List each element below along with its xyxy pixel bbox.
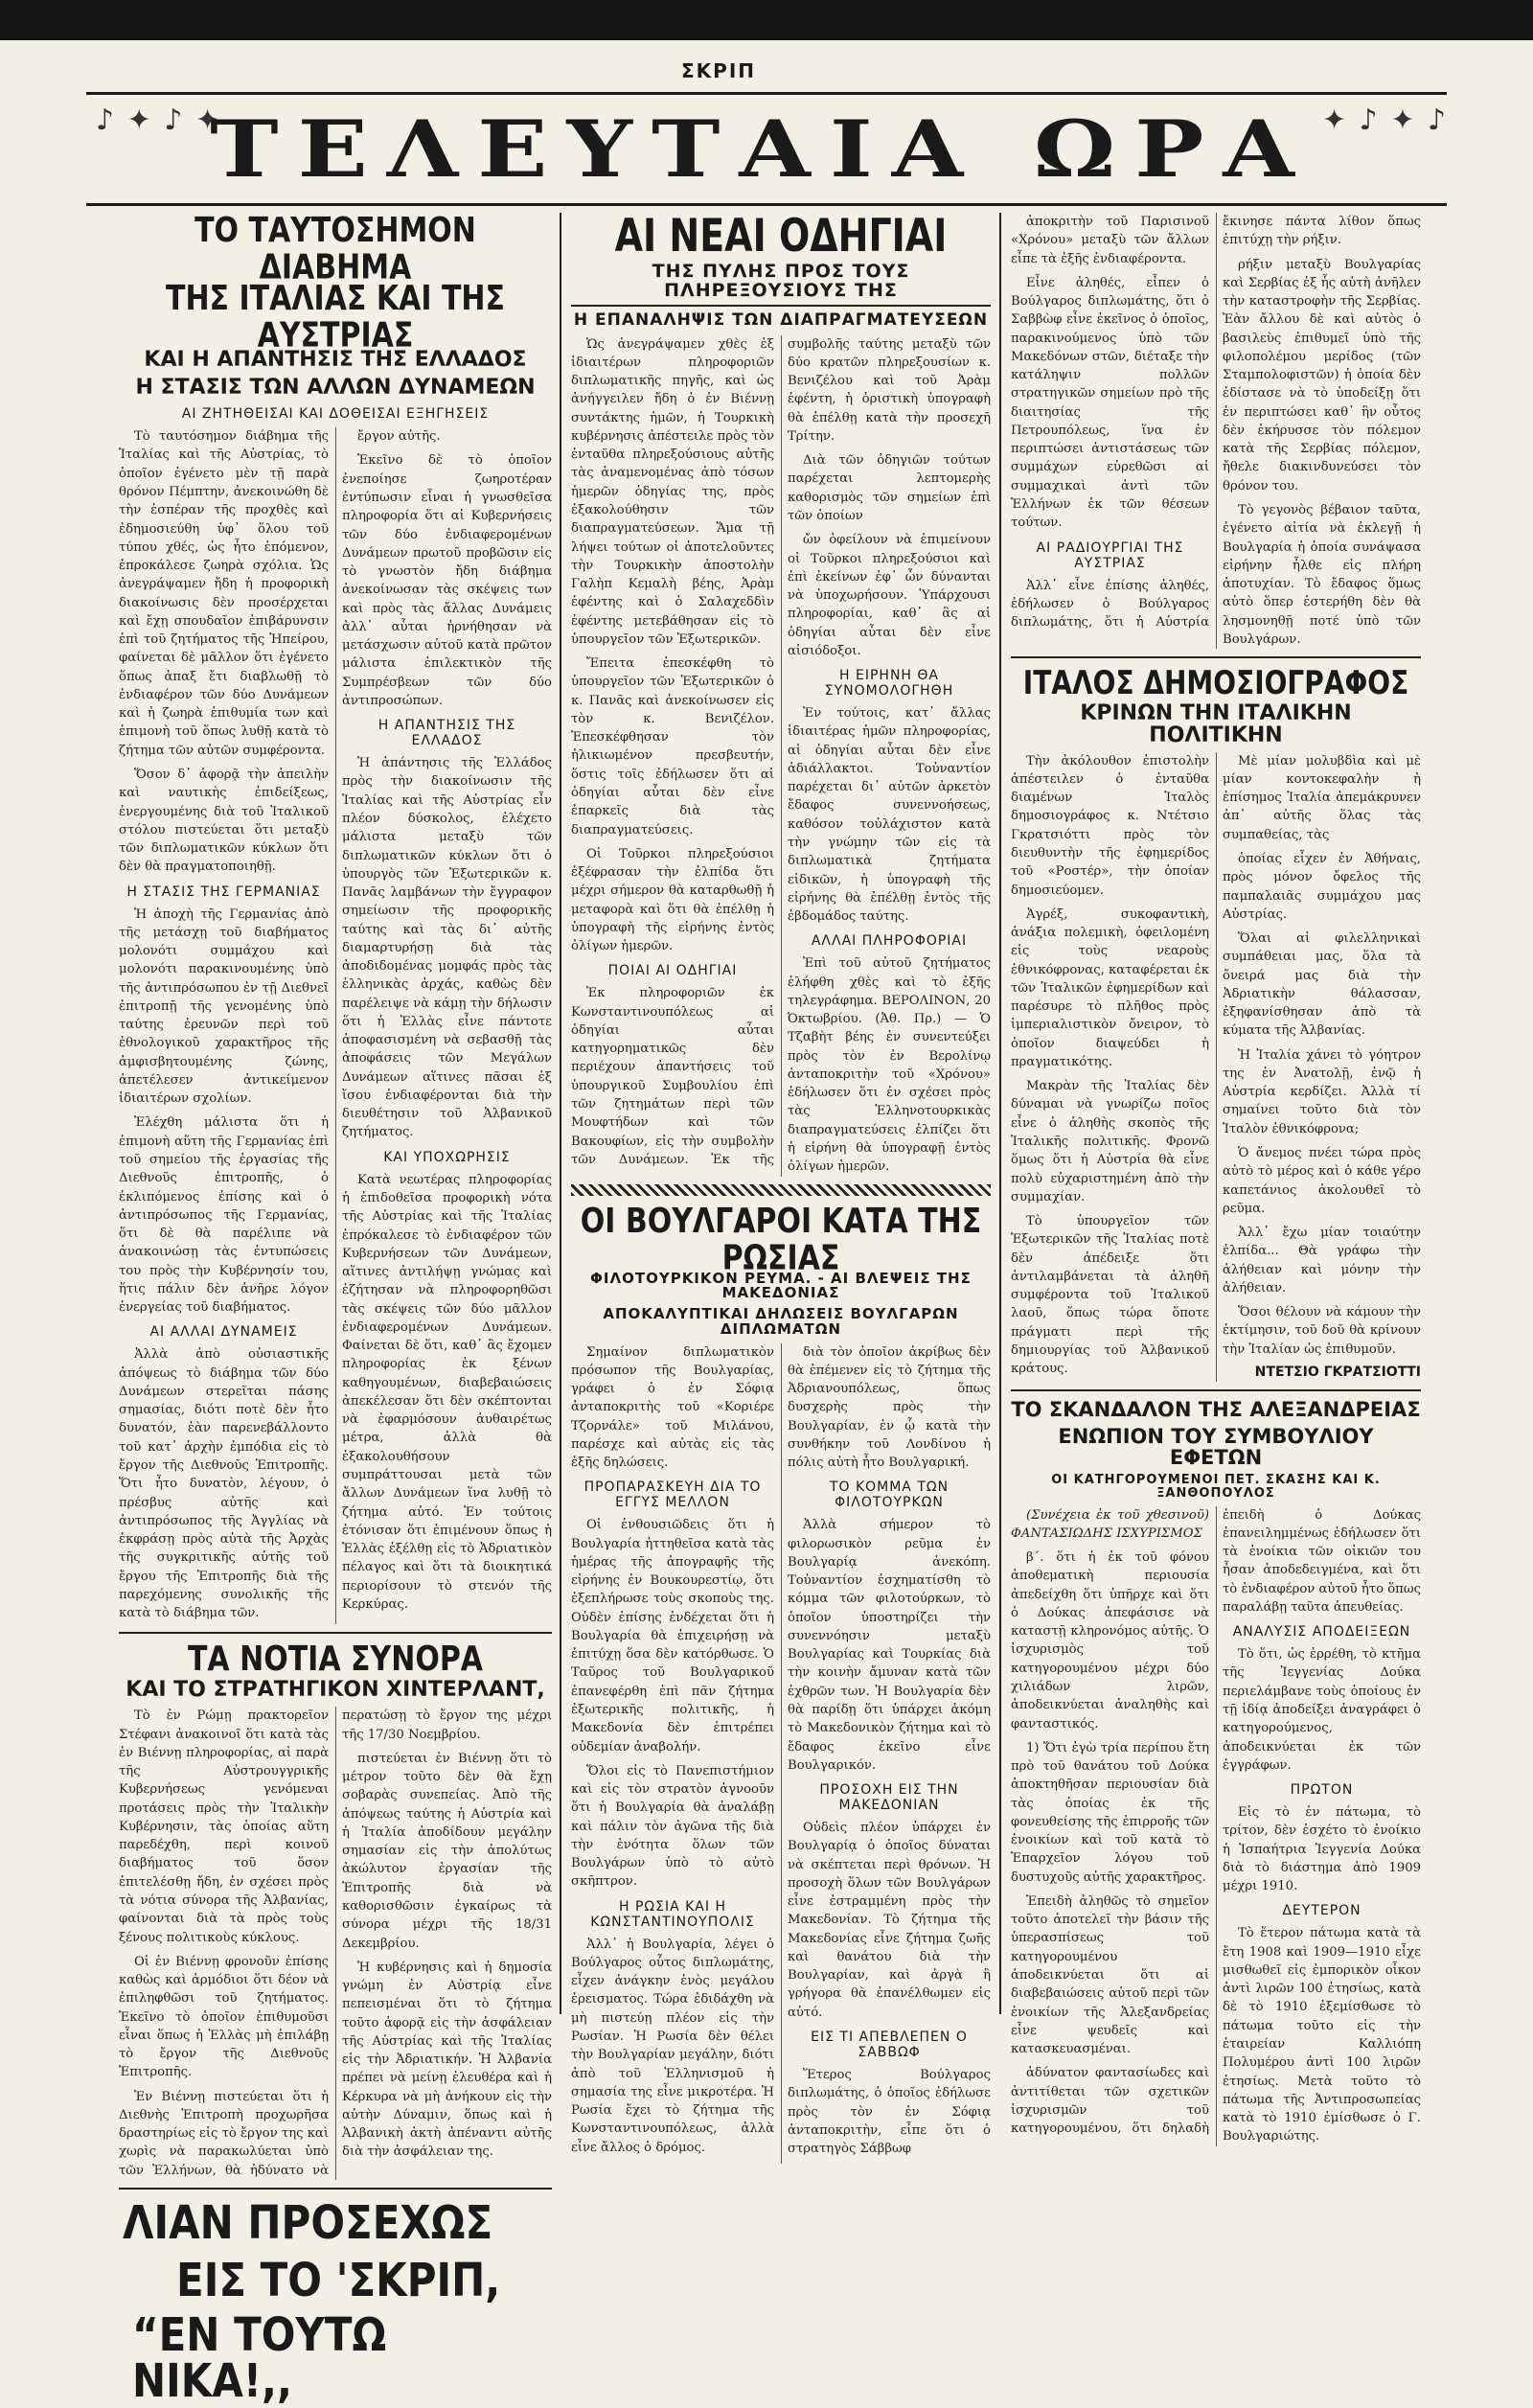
paragraph: Ἐπειδὴ ἀληθῶς τὸ σημεῖον τοῦτο ἀποτελεῖ τὴν βάσιν τῆς ὑπερασπίσεως τοῦ κατηγορουμένου ἀποδεικνύεται ὅτι αἱ διαβεβαιώσεις αὐτοῦ περὶ τῶν ἐνοικίων τῆς Ἀλεξανδρείας εἶνε ψευδεῖς καὶ κατασκευασμέναι.	[1011, 1893, 1209, 2057]
masthead-title: ΤΕΛΕΥΤΑΙΑ ΩΡΑ	[210, 103, 1314, 195]
paragraph: β΄. ὅτι ἡ ἐκ τοῦ φόνου ἀποθεματικὴ περιουσία ἀπεδείχθη ὅτι ὑπῆρχε καὶ ὅτι ὁ Δούκας ἀπεφάσισε νὰ καταστῇ κληρονόμος αὐτῆς. Ὁ ἰσχυρισμὸς τοῦ κατηγορουμένου μέχρι δύο χιλιάδων λιρῶν, ἀποδεικνύεται ἀναληθὴς καὶ φανταστικός.	[1011, 1550, 1209, 1731]
article-continuation-body	[1011, 213, 1421, 649]
paragraph: Ἐλέχθη μάλιστα ὅτι ἡ ἐπιμονὴ αὕτη τῆς Γερμανίας ἐπὶ τοῦ σημείου τῆς ἐργασίας τῆς Διεθνοῦς ἐπιτροπῆς, ὁ ἐκλιπόμενος ἐπίσης καὶ ὁ ἀντιπρόσωπος τῆς Γερμανίας, ὅτι δὲ θὰ παρέλιπε νὰ ἀνακοινώσῃ τὰς ἐντυπώσεις του πρὸς τὴν Κυβέρνησίν του, ἥτις πάλιν δὲν ἀνῆρε λόγον ἐνεργείας τοῦ διαβήματος.	[119, 1115, 329, 1316]
paragraph: διὰ τὸν ὁποῖον ἀκρίβως δὲν θὰ ἐπέμενεν εἰς τὸ ζήτημα τῆς Ἀδριανουπόλεως, ὅπως δυσχερὴς πρὸς τὴν Βουλγαρίαν, ἐν ᾧ κατὰ τὴν συνθήκην τοῦ Λονδίνου ἡ πόλις αὐτὴ ἦτο Βουλγαρική.	[788, 1344, 991, 1471]
paragraph: Εἶνε ἀληθές, εἶπεν ὁ Βούλγαρος διπλωμάτης, ὅτι ὁ Σαββὼφ εἶνε ἐκεῖνος ὁ ὁποῖος, παρακινούμενος ὑπὸ τῶν Μακεδόνων στῶν, διέταξε τὴν κατάληψιν πολλῶν στρατηγικῶν σημείων πρὸ τῆς διαιτησίας τῆς Πετρουπόλεως, ἵνα ἐν περιπτώσει ἀντιστάσεως τῶν συμμάχων εὑρεθῶσι αἱ συμμαχικαὶ ἀντὶ τῶν Ἑλλήνων ἐκ τῶν θέσεων τούτων.	[1011, 275, 1209, 531]
paragraph: Ὁ ἄνεμος πνέει τώρα πρὸς αὐτὸ τὸ μέρος καὶ ὁ κάθε γέρο καπετάνιος ἀκολουθεῖ τὸ ρεῦμα.	[1223, 1146, 1421, 1216]
paragraph: Εἰς τὸ ἐν πάτωμα, τὸ τρίτον, δὲν ἐσχέτο τὸ ἐνοίκιο ἡ Ἰσπαήτρια Ἰεγγενία Δούκα διὰ τὸ διάστημα ἀπὸ 1909 μέχρι 1910.	[1223, 1805, 1421, 1894]
article-italian-body	[1011, 752, 1421, 1383]
headline-revealing-statements: ΑΠΟΚΑΛΥΠΤΙΚΑΙ ΔΗΛΩΣΕΙΣ ΒΟΥΛΓΑΡΩΝ ΔΙΠΛΩΜΑΤΩΝ	[603, 1305, 959, 1338]
paragraph: ρήξιν μεταξὺ Βουλγαρίας καὶ Σερβίας ἐξ ἧς αὐτὴ ἀνῆλεν τὴν καταστροφὴν τῆς Σερβίας. Ἐὰν ἄλλου δὲ καὶ αὐτὸς ὁ βασιλεὺς ἐπιθυμεῖ ὑπὸ τῆς φιλοπολέμου μερίδος (τῶν Σταμπολοφιστῶν) ἡ ὁποία δὲν ἐδίστασε νὰ τὸ ὑποδείξῃ ὅτι ἐν περιπτώσει καθ᾽ ἣν οὗτος δὲν ἐκήρυσσε τὸν πόλεμον κατὰ τῆς Σερβίας πόλεμον, ἤθελε διακινδυνεύσει τὸν θρόνον του.	[1223, 257, 1421, 493]
article-bulgarians-body	[571, 1343, 991, 2164]
section-head-austrian-intrigues: ΑΙ ΡΑΔΙΟΥΡΓΙΑΙ ΤΗΣ ΑΥΣΤΡΙΑΣ	[1036, 539, 1184, 571]
headline-resumption: Η ΕΠΑΝΑΛΗΨΙΣ ΤΩΝ ΔΙΑΠΡΑΓΜΑΤΕΥΣΕΩΝ	[573, 310, 989, 330]
paragraph: πιστεύεται ἐν Βιέννῃ ὅτι τὸ μέτρον τοῦτο δὲν θὰ ἔχῃ σοβαρὰς συνεπείας. Ἀπὸ τῆς ἀπόψεως ταύτης ἡ Αὐστρία καὶ ἡ Ἰταλία ἀποδίδουν μεγάλην σημασίαν εἰς τὴν ἀπολύτως ἀκώλυτον ἐργασίαν τῆς Ἐπιτροπῆς διὰ νὰ καθορισθῶσιν ἐγκαίρως τὰ σύνορα μέχρι τῆς 18/31 Δεκεμβρίου.	[342, 1751, 552, 1951]
paragraph: Ὅσοι θέλουν νὰ κάμουν τὴν ἐκτίμησιν, τοῦ δοῦ θὰ κρίνουν τὴν Ἰταλίαν ὡς ἐπιθυμοῦν.	[1223, 1305, 1421, 1357]
paragraph: Ἀλλ᾽ εἶνε ἐπίσης ἀληθές, ἐδήλωσεν ὁ Βούλγαρος διπλωμάτης, ὅτι ἡ Αὐστρία ἔκινησε πάντα λίθον ὅπως ἐπιτύχῃ τὴν ρήξιν.	[1011, 215, 1421, 631]
ad-line-soon: ΛΙΑΝ ΠΡΟΣΕΧΩΣ	[123, 2195, 493, 2250]
paragraph: Ἀλλ᾽ ἔχω μίαν τοιαύτην ἐλπίδα... Θὰ γράφω τὴν ἀλήθειαν καὶ μόνην τὴν ἀλήθειαν.	[1223, 1226, 1421, 1296]
article-diavima-body	[119, 427, 552, 1624]
paragraph: Τὴν ἀκόλουθον ἐπιστολὴν ἀπέστειλεν ὁ ἐνταῦθα διαμένων Ἰταλὸς δημοσιογράφος κ. Ντέτσιο Γκρατσιόττι πρὸς τὸν διευθυντὴν τῆς ἐφημερίδος τοῦ «Ροστέρ», τὴν ὁποίαν δημοσιεύομεν.	[1011, 753, 1209, 898]
paragraph: Ἡ ἀποχὴ τῆς Γερμανίας ἀπὸ τῆς μετάσχῃ τοῦ διαβήματος μολονότι συμμάχου καὶ μολονότι παρακινουμένης ὑπὸ τῆς ἀντιπρόσωπου ἐν τῇ Διεθνεῖ ἐπιτροπῇ τῆς γενομένης ὑπὸ ταύτης ἐρευνῶν περὶ τοῦ ἐθνολογικοῦ χαρακτῆρος τῆς ἀμφισβητουμένης ζώνης, ἀπετέλεσεν ἀντικείμενον ἰδιαιτέρων σχολίων.	[119, 906, 329, 1107]
section-head-second: ΔΕΥΤΕΡΟΝ	[1282, 1903, 1361, 1919]
paragraph: ἀποκριτὴν τοῦ Παρισινοῦ «Χρόνου» μεταξὺ τῶν ἄλλων εἶπε τὰ ἐξῆς ἐνδιαφέροντα.	[1011, 215, 1209, 266]
paragraph: Τὸ ὑπουργεῖον τῶν Ἐξωτερικῶν τῆς Ἰταλίας ποτὲ δὲν ἀπέδειξε ὅτι ἀντιλαμβάνεται τὰ ἀληθῆ συμφέροντα τοῦ Ἰταλικοῦ λαοῦ, ὅπως τώρα ὅποτε πράγματι περὶ τῆς δημιουργίας τοῦ Ἀλβανικοῦ κράτους.	[1011, 1214, 1209, 1377]
paragraph: Μὲ μίαν μολυβδὶα καὶ μὲ μίαν κοντοκεφαλὴν ἡ ἐπίσημος Ἰταλία ἀπεμάκρυνεν ἀπ᾽ αὐτῆς ὅλας τὰς συμπαθείας, τὰς	[1223, 753, 1421, 842]
masthead-ornament-right: ✦ ♪ ✦ ♪	[1322, 103, 1449, 137]
paragraph: Ἀγρέξ, συκοφαντικὴ, ἀνάξια πολεμικὴ, ὀφειλομένη εἰς τοὺς νεαροὺς ἐθνικόφρονας, καταφέρεται ἐκ τῶν Ἰταλικῶν ἐφημερίδων καὶ παρέσυρε τὸ πλῆθος πρὸς ἱμπεριαλιστικὸν ὄνειρον, τὸ ὁποῖον διαψεύδει ἡ πραγματικότης.	[1011, 906, 1209, 1069]
author-signature: ΝΤΕΤΣΙΟ ΓΚΡΑΤΣΙΟΤΤΙ	[1254, 1364, 1421, 1380]
headline-court-of-appeals: ΕΝΩΠΙΟΝ ΤΟΥ ΣΥΜΒΟΥΛΙΟΥ ΕΦΕΤΩΝ	[1058, 1425, 1374, 1470]
paragraph: ὤν ὀφείλουν νὰ ἐπιμείνουν οἱ Τοῦρκοι πληρεξούσιοι καὶ ἐπὶ ἐκείνων ἐφ᾽ ὧν δύνανται νὰ ὑποχωρήσουν. Ὑπάρχουσι πληροφορίαι, καθ᾽ ἃς αἱ ὁδηγίαι αὗται δὲν εἶνε αἰσιόδοξοι.	[788, 533, 991, 658]
headline-defendants: ΟΙ ΚΑΤΗΓΟΡΟΥΜΕΝΟΙ ΠΕΤ. ΣΚΑΣΗΣ ΚΑΙ Κ. ΞΑΝΘΟΠΟΥΛΟΣ	[1051, 1473, 1381, 1501]
section-head-retreat: ΚΑΙ ΥΠΟΧΩΡΗΣΙΣ	[383, 1149, 511, 1165]
subhead-explanations: ΑΙ ΖΗΤΗΘΕΙΣΑΙ ΚΑΙ ΔΟΘΕΙΣΑΙ ΕΞΗΓΗΣΕΙΣ	[181, 406, 490, 423]
paragraph: Ἐκ πληροφοριῶν ἐκ Κωνσταντινουπόλεως αἱ ὁδηγίαι αὗται κατηγορηματικῶς δὲν περιέχουν ἀπαντήσεις τοῦ ὑπουργικοῦ Συμβουλίου ἐπὶ τῶν ζητημάτων περὶ τῶν Μουφτήδων καὶ τῶν Βακουφίων, εἰς τὴν συμβολὴν τῶν Δυνάμεων. Ἐκ τῆς συμβολῆς ταύτης μεταξὺ τῶν δύο κρατῶν πληρεξουσίων κ. Βενιζέλου καὶ τοῦ Ἀρὰμ ἐφέντη, ἡ ὁριστικὴ ὑπογραφὴ θὰ ἐπέλθῃ κατὰ τὴν προσεχῆ Τρίτην.	[571, 336, 991, 1167]
section-head-greek-reply: Η ΑΠΑΝΤΗΣΙΣ ΤΗΣ ΕΛΛΑΔΟΣ	[378, 718, 516, 749]
paragraph: Τὸ ἐν Ρώμῃ πρακτορεῖον Στέφανι ἀνακοινοῖ ὅτι κατὰ τὰς ἐν Βιέννῃ πληροφορίας, αἱ παρὰ τῆς Αὐστρουγγρικῆς Κυβερνήσεως γενόμεναι προτάσεις πρὸς τὴν Ἰταλικὴν Κυβέρνησιν, τὰς ὁποίας αὕτη παρεδέχθη, περὶ κοινοῦ διαβήματος τοῦ ὅσον ἐπιτελέσθῃ ἤδη, ἐν σχέσει πρὸς τὰ νότια σύνορα τῆς Ἀλβανίας, φαίνονται διὰ τὰ πρὸς τοὺς ξένους πολιτικοὺς κύκλους.	[119, 1709, 329, 1945]
paragraph: Τὸ ἕτερον πάτωμα κατὰ τὰ ἔτη 1908 καὶ 1909—1910 εἶχε μισθωθεῖ εἰς ἐμπορικὸν οἶκον ἀντὶ λιρῶν 100 ἐτησίως, κατὰ δὲ τὸ 1910 ἐξεμίσθωσε τὸ πάτωμα τοῦτο εἰς τὴν ἑταιρείαν Καλλιόπη Πολυμέρου ἀντὶ 100 λιρῶν ἐτησίως. Μετὰ τοῦτο τὸ πάτωμα τῆς Ἀντιπροσωπείας κατὰ τὸ 1910 ἐμίσθωσε ὁ Γ. Βουλγαριώτης.	[1223, 1926, 1421, 2144]
headline-south-borders: ΤΑ ΝΟΤΙΑ ΣΥΝΟΡΑ	[187, 1639, 484, 1680]
column-divider-2	[999, 213, 1001, 2014]
ad-line-nika: “ΕΝ ΤΟΥΤΩ ΝΙΚΑ!,,	[132, 2307, 387, 2408]
paragraph: Ἀλλὰ ἀπὸ οὐσιαστικῆς ἀπόψεως τὸ διάβημα τῶν δύο Δυνάμεων στερεῖται πάσης σημασίας, διότι ποτὲ δὲν ἦτο δυνατόν, ἐὰν παρενεβάλλοντο τοῦ κατ᾽ ἀρχὴν ἐμπόδια εἰς τὸ ἔργον τῆς Διεθνοῦς Ἐπιτροπῆς. Ὅτι ἦτο δυνατὸν, λέγουν, ὁ πρέσβυς αὐτῆς καὶ ἀντιπρόσωπος τῆς Ἀγγλίας νὰ ἐκφράσῃ πρὸς αὐτὰ τῆς Ἀρχὰς τῆς συγκριτικῆς αὐτῆς τοῦ ἔργου τῆς Ἐπιτροπῆς διὰ τῆς παρεχόμενης συνολικῆς τῆς κατὰ τὸ διάβημα τῶν.	[119, 1347, 329, 1621]
advertisement-skrip	[119, 2195, 552, 2408]
masthead-rule-top	[86, 92, 1447, 95]
paragraph: ὁποίας εἶχεν ἐν Ἀθήναις, πρὸς μόνον ὄφελος τῆς παμπαλαιᾶς συμμάχου μας Αὐστρίας.	[1223, 852, 1421, 922]
section-head-macedonia: ΠΡΟΣΟΧΗ ΕΙΣ ΤΗΝ ΜΑΚΕΔΟΝΙΑΝ	[819, 1782, 959, 1814]
masthead-rule-bottom	[86, 203, 1447, 206]
section-head-other-powers: ΑΙ ΑΛΛΑΙ ΔΥΝΑΜΕΙΣ	[149, 1324, 298, 1341]
section-head-philoturks: ΤΟ ΚΟΜΜΑ ΤΩΝ ΦΙΛΟΤΟΥΡΚΩΝ	[829, 1479, 950, 1511]
article-instructions-body	[571, 335, 991, 1177]
paragraph: Ἀλλ᾽ ἡ Βουλγαρία, λέγει ὁ Βούλγαρος οὗτος διπλωμάτης, εἶχεν ἀνάγκην ἑνὸς μεγάλου ἐρεισματος. Τώρα ἐδιδάχθη νὰ μὴ πιστεύῃ πλέον εἰς τὴν Ρωσίαν. Ἡ Ρωσία δὲν θέλει τὴν Βουλγαρίαν μεγάλην, διότι ἀπὸ τοῦ Ἐλληνισμοῦ ἡ σημασία της εἶνε μικροτέρα. Ἡ Ρωσία ἔχει τὸ ζήτημα τῆς Κωνσταντινουπόλεως, ἀλλὰ εἶνε ἄλλος ὁ δρόμος.	[571, 1937, 774, 2155]
masthead-ornament-left: ♪ ✦ ♪ ✦	[96, 103, 222, 137]
paragraph: ἀδύνατον φαντασίωδες καὶ ἀντιτίθεται τῶν σχετικῶν ἰσχυρισμῶν τοῦ κατηγορουμένου, ὅτι δηλαδὴ ἐπειδὴ ὁ Δούκας ἐπανειλημμένως ἐδήλωσεν ὅτι τὰ ἐνοίκια τῶν οἰκιῶν του ἦσαν ἀποδεδειγμένα, καὶ ὅτι τὸ ἐνδιαφέρον αὐτοῦ ἦτο ὅπως παραλάβῃ ταῦτα ἀπευθείας.	[1011, 1507, 1421, 2137]
ornamental-divider	[571, 1184, 991, 1196]
paragraph: Ἐκεῖνο δὲ τὸ ὁποῖον ἐνεποίησε ζωηροτέραν ἐντύπωσιν εἶναι ἡ γνωσθεῖσα πληροφορία ὅτι αἱ Κυβερνήσεις τῶν δύο ἐνδιαφερομένων Δυνάμεων πρωτοῦ προβῶσιν εἰς τὸ γνωστὸν ἤδη διάβημα ἀνεκοίνωσαν τὰς σκέψεις των καὶ πρὸς τὰς ἄλλας Δυνάμεις ἀλλ᾽ αὗται ἠρνήθησαν νὰ μετάσχωσιν αὐτοῦ κατὰ πρῶτον μάλιστα ἐπιλεκτικὸν τῆς Συμπρέσβεων τῶν δύο ἀντιπροσώπων.	[342, 453, 552, 708]
section-head-peace: Η ΕΙΡΗΝΗ ΘΑ ΣΥΝΟΜΟΛΟΓΗΘΗ	[824, 668, 954, 699]
separator	[119, 1632, 552, 1634]
section-head-savov: ΕΙΣ ΤΙ ΑΠΕΒΛΕΠΕΝ Ο ΣΑΒΒΩΦ	[811, 2030, 968, 2060]
separator	[1011, 1389, 1421, 1391]
paragraph: (Συνέχεια ἐκ τοῦ χθεσινοῦ) ΦΑΝΤΑΣΙΩΔΗΣ ΙΣΧΥΡΙΣΜΟΣ	[1011, 1507, 1209, 1541]
paragraph: Τὸ γεγονὸς βέβαιον ταῦτα, ἐγένετο αἰτία νὰ ἐκλεγῇ ἡ Βουλγαρία ἡ ὁποία συνάψασα εἰρήνην ἦλθε εἰς πλήρη ἀποτυχίαν. Τὸ ἔδαφος ὅμως αὐτὸ ὅπερ ἐστερήθη δὲν θὰ λησμονηθῇ ποτέ ὑπὸ τῶν Βουλγάρων.	[1223, 502, 1421, 647]
column-right	[1005, 213, 1427, 2144]
masthead	[115, 103, 1408, 195]
ad-line-skrip: ΕΙΣ ΤΟ 'ΣΚΡΙΠ,	[176, 2253, 501, 2307]
paragraph: ἔργον αὐτῆς.	[357, 429, 441, 445]
paragraph: Κατὰ νεωτέρας πληροφορίας ἡ ἐπιδοθεῖσα προφορικὴ νότα τῆς Αὐστρίας καὶ τῆς Ἰταλίας ἐπρόκαλεσε τὸ ἐνδιαφέρον τῶν Κυβερνήσεων τῶν Δυνάμεων, αἵτινες ἀντιλήψῃ γνώμας καὶ ἐζήτησαν νὰ πληροφορηθῶσι τὰς σκέψεις τῶν δύο μᾶλλον ἐνδιαφερομένων Δυνάμεων. Φαίνεται δὲ ὅτι, καθ᾽ ἃς ἔχομεν πληροφορίας ἐκ ξένων καθηγουμένων, διαβεβαιώσεις ἀπεκέλεσαν ὅτι δὲν σκέπτονται νὰ ἐφαρμόσουν ἀυθαιρέτως μέτρα, ἀλλὰ θὰ ἐξακολουθήσουν συμπράττουσαι μετὰ τῶν ἄλλων Δυνάμεων ἵνα λυθῇ τὸ ζήτημα αὐτό. Ἐν τούτοις ἐτόνισαν ὅτι ἐπιμένουν ὅπως ἡ Ἑλλὰς ἐξέλθῃ εἰς τὸ Ἀδριατικὸν πέλαγος καὶ ὅτι τὰ διοικητικά περιορίσουν τὸ στενόν τῆς Κερκύρας.	[342, 1172, 552, 1612]
headline-hinterland: ΚΑΙ ΤΟ ΣΤΡΑΤΗΓΙΚΟΝ ΧΙΝΤΕΡΛΑΝΤ,	[126, 1678, 545, 1703]
masthead-small-logo: ΣΚΡΙΠ	[681, 59, 756, 82]
headline-porte: ΤΗΣ ΠΥΛΗΣ ΠΡΟΣ ΤΟΥΣ ΠΛΗΡΕΞΟΥΣΙΟΥΣ ΤΗΣ	[571, 263, 991, 307]
headline-diavima: ΤΟ ΤΑΥΤΟΣΗΜΟΝ ΔΙΑΒΗΜΑ	[194, 210, 476, 287]
headline-alexandria-scandal: ΤΟ ΣΚΑΝΔΑΛΟΝ ΤΗΣ ΑΛΕΞΑΝΔΡΕΙΑΣ	[1011, 1398, 1421, 1422]
paragraph: Ὅσον δ᾽ ἀφορᾷ τὴν ἀπειλὴν καὶ ναυτικὴς ἐπιδείξεως, ἐνεργουμένης διὰ τοῦ Ἰταλικοῦ στόλου πιστεύεται ὅτι μεταξὺ τῶν διπλωματικῶν κύκλων ὅτι δὲν θὰ πραγματοποιηθῇ.	[119, 767, 329, 875]
article-south-body	[119, 1707, 552, 2180]
section-head-more-info: ΑΛΛΑΙ ΠΛΗΡΟΦΟΡΙΑΙ	[811, 933, 968, 950]
headline-italy-austria: ΤΗΣ ΙΤΑΛΙΑΣ ΚΑΙ ΤΗΣ ΑΥΣΤΡΙΑΣ	[165, 278, 506, 355]
paragraph: Ἀλλὰ σήμερον τὸ φιλορωσικὸν ρεῦμα ἐν Βουλγαρίᾳ ἀνεκόπη. Τοὐναντίον ἐσχηματίσθη τὸ κόμμα τῶν φιλοτούρκων, τὸ ὁποῖον ὑποστηρίζει τὴν συνεννόησιν μεταξὺ Βουλγαρίας καὶ Τουρκίας διὰ τὴν κοινὴν ἄμυναν κατὰ τῶν ἐχθρῶν των. Ἡ Βουλγαρία δὲν θὰ παρίδῃ ὅτι ὑπάρχει ἀκόμη τὸ Μακεδονικὸν ζήτημα καὶ τὸ ἔδαφος ἐκεῖνο εἶνε Βουλγαρικόν.	[788, 1518, 991, 1773]
paragraph: Διὰ τῶν ὁδηγιῶν τούτων παρέχεται λεπτομερὴς καθορισμὸς τῶν σημείων ἐπὶ τῶν ὁποίων	[788, 453, 991, 523]
section-head-germany: Η ΣΤΑΣΙΣ ΤΗΣ ΓΕΡΜΑΝΙΑΣ	[126, 883, 321, 900]
paragraph: Οἱ ἐν Βιέννῃ φρονοῦν ἐπίσης καθὼς καὶ ἀρμόδιοι ὅτι δέον νὰ ἐπιληφθῶσι τοῦ ζητήματος. Ἐκεῖνο τὸ ὁποῖον ἐπιθυμοῦσι εἶναι ὅπως ἡ Ἑλλὰς μὴ ἐπιλάβῃ τὸ ἔργον τῆς Διεθνοῦς Ἐπιτροπῆς.	[119, 1954, 329, 2080]
column-divider-1	[560, 213, 561, 2014]
column-middle	[565, 209, 996, 2157]
headline-greek-reply: ΚΑΙ Η ΑΠΑΝΤΗΣΙΣ ΤΗΣ ΕΛΛΑΔΟΣ	[144, 348, 527, 372]
paragraph: Ἡ ἀπάντησις τῆς Ἑλλάδος πρὸς τὴν διακοίνωσιν τῆς Ἰταλίας καὶ τῆς Αὐστρίας εἶν πλέον δύσκολος, ἐλέχετο μάλιστα μεταξὺ τῶν διπλωματικῶν κύκλων ὅτι ὁ ὑπουργὸς τῶν Ἐξωτερικῶν κ. Πανᾶς λαμβάνων τὴν ἔγγραφον σημείωσιν τῆς προφορικῆς ταύτης καὶ τὰς δι᾽ αὐτῆς διαμαρτυρήσῃ διὰ τὰς ἀποδιδομένας μομφάς πρὸς τὰς ἑλληνικὰς ἀρχάς, καθὼς δὲν παρέλειψε νὰ κάμῃ τὴν δήλωσιν ὅτι ἡ Ἑλλὰς εἶνε πάντοτε ἀποφασισμένη νὰ σεβασθῇ τὰς ἀποφάσεις τῶν Μεγάλων Δυνάμεων αἵτινες πᾶσαι ἐξ ἴσου ἐνδιαφέρονται διὰ τὴν διευθέτησιν τοῦ Ἀλβανικοῦ ζητήματος.	[342, 756, 552, 1140]
paragraph: Ὡς ἀνεγράψαμεν χθὲς ἐξ ἰδιαιτέρων πληροφοριῶν διπλωματικῆς πηγῆς, καὶ ὡς ἀνήγγειλεν ἤδη ὁ ἐν Βιέννῃ συντάκτης ἡμῶν, ἡ Τουρκικὴ κυβέρνησις ἀπέστειλε πρὸς τὸν ἐνταῦθα πληρεξούσιους αὐτῆς τὰς ἀναμενομένας ἀπὸ τόσων ἡμερῶν ὁδηγίας της, πρὸς ἐξακολούθησιν τῶν διαπραγματεύσεων. Ἅμα τῇ λήψει τούτων οἱ ἀποτελοῦντες τὴν Τουρκικὴν ἀποστολὴν Γαλὴπ Κεμαλὴ βέης, Ἀρὰμ ἐφέντης καὶ ὁ Σαλαχεδδὶν ἐφέντης μετεβάθησαν εἰς τὸ ὑπουργεῖον τῶν Ἐξωτερικῶν.	[571, 336, 774, 647]
top-black-bar	[0, 0, 1533, 40]
paragraph: Οἱ Τοῦρκοι πληρεξούσιοι ἐξέφρασαν τὴν ἐλπίδα ὅτι μέχρι σήμερον θὰ καταρθωθῇ ἡ μεταφορὰ καὶ ὅτι θὰ ἐπέλθῃ ἡ ὑπογραφὴ τῆς εἰρήνης ἐντὸς ὀλίγων ἡμερῶν.	[571, 846, 774, 954]
paragraph: Τὸ ὅτι, ὡς ἐρρέθη, τὸ κτῆμα τῆς Ἰεγγενίας Δούκα περιελάμβανε τοὺς ὁποίους ἐν τῇ ἰδίᾳ ἀποδείξει ἀναγράφει ὁ κατηγορούμενος, ἀποδεικνύεται ἐκ τῶν ἐγγράφων.	[1223, 1647, 1421, 1773]
paragraph: Ὅλοι εἰς τὸ Πανεπιστήμιον καὶ εἰς τὸν στρατὸν ἀγνοοῦν ὅτι ἡ Βουλγαρία θὰ ἀναλάβῃ καὶ πάλιν τὸν ἀγῶνα τῆς διὰ τὴν ἑνότητα ὅλων τῶν Βουλγάρων ὑπὸ τὸ αὐτὸ σκῆπτρον.	[571, 1763, 774, 1890]
section-head-preparation: ΠΡΟΠΑΡΑΣΚΕΥΗ ΔΙΑ ΤΟ ΕΓΓΥΣ ΜΕΛΛΟΝ	[583, 1479, 762, 1511]
paragraph: Ἐν τούτοις, κατ᾽ ἄλλας ἰδιαιτέρας ἡμῶν πληροφορίας, αἱ ὁδηγίαι αὗται δὲν εἶνε ἀδιάλλακτοι. Τοὐναντίον παρέχεται δι᾽ αὐτῶν ἀρκετὸν ἔδαφος συνεννοήσεως, καθόσον τοὐλάχιστον κατὰ τὴν γνώμην τῶν εἰς τὰ διπλωματικὰ ζητήματα εἰδικῶν, ἡ ὑπογραφὴ τῆς εἰρήνης θὰ ἐπέλθῃ ἐντὸς τῆς ἑβδομάδος ταύτης.	[788, 706, 991, 925]
paragraph: Ἡ Ἰταλία χάνει τὸ γόητρον της ἐν Ἀνατολῇ, ἐνῷ ἡ Αὐστρία κερδίζει. Ἀλλὰ τί σημαίνει τοῦτο διὰ τὸν Ἰταλὸν ἐθνικόφρονα;	[1223, 1047, 1421, 1136]
headline-italian-journalist: ΙΤΑΛΟΣ ΔΗΜΟΣΙΟΓΡΑΦΟΣ	[1022, 663, 1409, 702]
headline-italian-policy: ΚΡΙΝΩΝ ΤΗΝ ΙΤΑΛΙΚΗΝ ΠΟΛΙΤΙΚΗΝ	[1080, 700, 1352, 747]
paragraph: Μακρὰν τῆς Ἰταλίας δὲν δύναμαι νὰ γνωρίζω ποῖος εἶνε ὁ ἀληθὴς σκοπὸς τῆς Ἰταλικῆς πολιτικῆς. Φρονῶ ὅμως ὅτι ἡ Αὐστρία θὰ εἶνε πολὺ εὐχαριστημένη ἀπὸ τὴν συμμαχίαν.	[1011, 1079, 1209, 1204]
paragraph: Ἔπειτα ἐπεσκέφθη τὸ ὑπουργεῖον τῶν Ἐξωτερικῶν ὁ κ. Πανᾶς καὶ ἀνεκοίνωσεν εἰς τὸν κ. Βενιζέλον. Ἐπεσκέφθησαν τὸν ἡλικιωμένον πρεσβευτήν, ὅστις τοῖς ἐδήλωσεν ὅτι αἱ ὁδηγίαι αὗται δὲν εἶνε ἐπαρκεῖς διὰ τὰς διαπραγματεύσεις.	[571, 656, 774, 837]
paragraph: Ἐν Βιέννῃ πιστεύεται ὅτι ἡ Διεθνὴς Ἐπιτροπὴ προχωρῆσα δραστηρίως εἰς τὸ ἔργον της καὶ χωρὶς νὰ παρακωλύεται ὑπὸ τῶν Ἑλλήνων, θὰ ἠδύνατο νὰ περατώσῃ τὸ ἔργον της μέχρι τῆς 17/30 Νοεμβρίου.	[119, 1709, 552, 2178]
paragraph: Ὅλαι αἱ φιλελληνικαὶ συμπάθειαι μας, ὅλα τὰ ὄνειρά μας διὰ τὴν Ἀδριατικὴν θάλασσαν, ἐξηφανίσθησαν ἀπὸ τὰ κύματα τῆς Ἀλβανίας.	[1223, 931, 1421, 1039]
paragraph: Τὸ ταυτόσημον διάβημα τῆς Ἰταλίας καὶ τῆς Αὐστρίας, τὸ ὁποῖον ἐγένετο μὲν τῇ παρὰ θρόνον Πέμπτην, ἀνεκοινώθη δὲ τὴν ἑσπέραν τῆς προχθὲς καὶ ἐδημοσιεύθη ὑφ᾽ ὅλου τοῦ τύπου χθές, ὡς ἦτο ἑπόμενον, ἐπροκάλεσε ζωηρὰ σχόλια. Ὡς ἀνεγράψαμεν ἤδη ἡ προφορικὴ διακοίνωσις δὲν προσέρχεται καὶ ἔχῃ σπουδαῖον ἐπιβάρυνσιν ἐπὶ τοῦ ζητήματος τῆς Ἠπείρου, φαίνεται δὲ μᾶλλον ὅτι ἐγένετο ὅπως ἀπαξ ἔτι διαβλωθῇ τὸ ἐνδιαφέρον τῶν δύο Δυνάμεων καὶ ἡ ζωηρὰ ἐπιθυμία των καὶ ἐπιμονὴ τοῦ ὅπως λυθῇ κατὰ τὸ ζήτημα τῶν αὐτῶν συμφέροντα.	[119, 429, 329, 758]
paragraph: Σημαίνον διπλωματικὸν πρόσωπον τῆς Βουλγαρίας, γράφει ὁ ἐν Σόφιᾳ ἀνταποκριτὴς τοῦ «Κοριέρε Τζορνάλε» τοῦ Μιλάνου, παρέσχε καὶ αὐτὰς εἰς τὰς ἐξῆς δηλώσεις.	[571, 1344, 774, 1471]
section-head-russia-constantinople: Η ΡΩΣΙΑ ΚΑΙ Η ΚΩΝΣΤΑΝΤΙΝΟΥΠΟΛΙΣ	[590, 1898, 755, 1930]
headline-other-powers: Η ΣΤΑΣΙΣ ΤΩΝ ΑΛΛΩΝ ΔΥΝΑΜΕΩΝ	[135, 376, 536, 401]
section-head-first: ΠΡΩΤΟΝ	[1290, 1782, 1354, 1799]
paragraph: Ἕτερος Βούλγαρος διπλωμάτης, ὁ ὁποῖος ἐδήλωσε πρὸς τὸν ἐν Σόφιᾳ ἀνταποκριτὴν, εἶπε ὅτι ὁ στρατηγὸς Σάββωφ	[788, 2068, 991, 2157]
paragraph: Ἐπὶ τοῦ αὐτοῦ ζητήματος ἐλήφθη χθὲς καὶ τὸ ἐξῆς τηλεγράφημα. ΒΕΡΟΛΙΝΟΝ, 20 Ὀκτωβρίου. (Ἀθ. Πρ.) — Ὁ Τζαβὴτ βέης ἐν συνεντεύξει πρὸς τὸν ἐν Βερολίνῳ ἀνταποκριτὴν τοῦ «Χρόνου» ἐδήλωσεν ὅτι ἐν σχέσει πρὸς τὰς Ἑλληνοτουρκικὰς διαπραγματεύσεις ἐλπίζει ὅτι ἡ εἰρήνη θὰ ὑπογραφῇ ἐντὸς ὀλίγων ἡμερῶν.	[788, 956, 991, 1175]
article-scandal-body	[1011, 1506, 1421, 2146]
headline-new-instructions: ΑΙ ΝΕΑΙ ΟΔΗΓΙΑΙ	[614, 209, 948, 263]
paragraph: Οἱ ἐνθουσιῶδεις ὅτι ἡ Βουλγαρία ἠττηθεῖσα κατὰ τὰς ἡμέρας τῆς ἀπογραφῆς τῆς εἰρήνης ἐν Βουκουρεστίῳ, ὅτι ἐξεπλήρωσε τοὺς σκοποὺς της. Οὐδὲν ἐπίσης ἐνδέχεται ὅτι ἡ Βουλγαρία θὰ ἐπιχειρήσῃ νὰ ἐπιτύχῃ ὅσα δὲν κατόρθωσε. Ὁ Ταῦρος τοῦ Βουλγαρικοῦ ἐπανεφέρθη ἐπὶ πᾶν ζήτημα ἐξωτερικῆς πολιτικῆς, ἡ Μακεδονία δὲν ἐπιτρέπει οὐδεμίαν ἀναβολήν.	[571, 1518, 774, 1754]
headline-bulgarians-russia: ΟΙ ΒΟΥΛΓΑΡΟΙ ΚΑΤΑ ΤΗΣ ΡΩΣΙΑΣ	[580, 1201, 982, 1277]
headline-philoturkish: ΦΙΛΟΤΟΥΡΚΙΚΟΝ ΡΕΥΜΑ. - ΑΙ ΒΛΕΨΕΙΣ ΤΗΣ ΜΑΚΕΔΟΝΙΑΣ	[590, 1269, 972, 1302]
section-head-which-instructions: ΠΟΙΑΙ ΑΙ ΟΔΗΓΙΑΙ	[607, 963, 738, 979]
paragraph: Ἡ κυβέρνησις καὶ ἡ δημοσία γνώμη ἐν Αὐστρίᾳ εἶνε πεπεισμέναι ὅτι τὸ ζήτημα τοῦτο ἀφορᾷ εἰς τὴν ἀσφάλειαν τῆς Αὐστρίας καὶ τῆς Ἰταλίας εἰς τὴν Ἀδριατικήν. Ἡ Ἀλβανία πρέπει νὰ μείνῃ ἐλευθέρα καὶ ἡ Κέρκυρα νὰ μὴ ἀνήκουν εἰς τὴν αὐτὴν Δύναμιν, ὅπως καὶ ἡ Ἀλβανικὴ ἀκτὴ ἀπέναντι αὐτῆς διὰ τὴν ἀσφάλειαν της.	[342, 1960, 552, 2160]
section-head-analysis: ΑΝΑΛΥΣΙΣ ΑΠΟΔΕΙΞΕΩΝ	[1232, 1624, 1411, 1640]
separator	[119, 2188, 552, 2190]
column-left	[113, 210, 558, 2408]
paragraph: 1) Ὅτι ἐγὼ τρία περίπου ἔτη πρὸ τοῦ θανάτου τοῦ Δούκα ἀποκτηθῆσαν περιουσίαν διὰ τὰς ὁποίας ἐκ τῆς φονευθείσης τῆς ἐπιρροῆς τῶν ἐνοικίων καὶ τοῦ κατὰ τὸ Ἐπαρχεῖον λόγου τοῦ δυστυχοῦς αὐτῆς χαρακτῆρος.	[1011, 1740, 1209, 1885]
separator	[1011, 656, 1421, 658]
paragraph: Οὐδεὶς πλέον ὑπάρχει ἐν Βουλγαρίᾳ ὁ ὁποῖος δύναται νὰ σκέπτεται περὶ θρόνων. Ἡ προσοχὴ ὅλων τῶν Βουλγάρων εἶνε ἐστραμμένη πρὸς τὴν Μακεδονίαν. Τὸ ζήτημα τῆς Μακεδονίας εἶνε ζήτημα ζωῆς καὶ θανάτου διὰ τὴν Βουλγαρίαν, καὶ ἀργὰ ἢ γρήγορα θὰ ἐπανέλθωμεν εἰς αὐτό.	[788, 1821, 991, 2020]
